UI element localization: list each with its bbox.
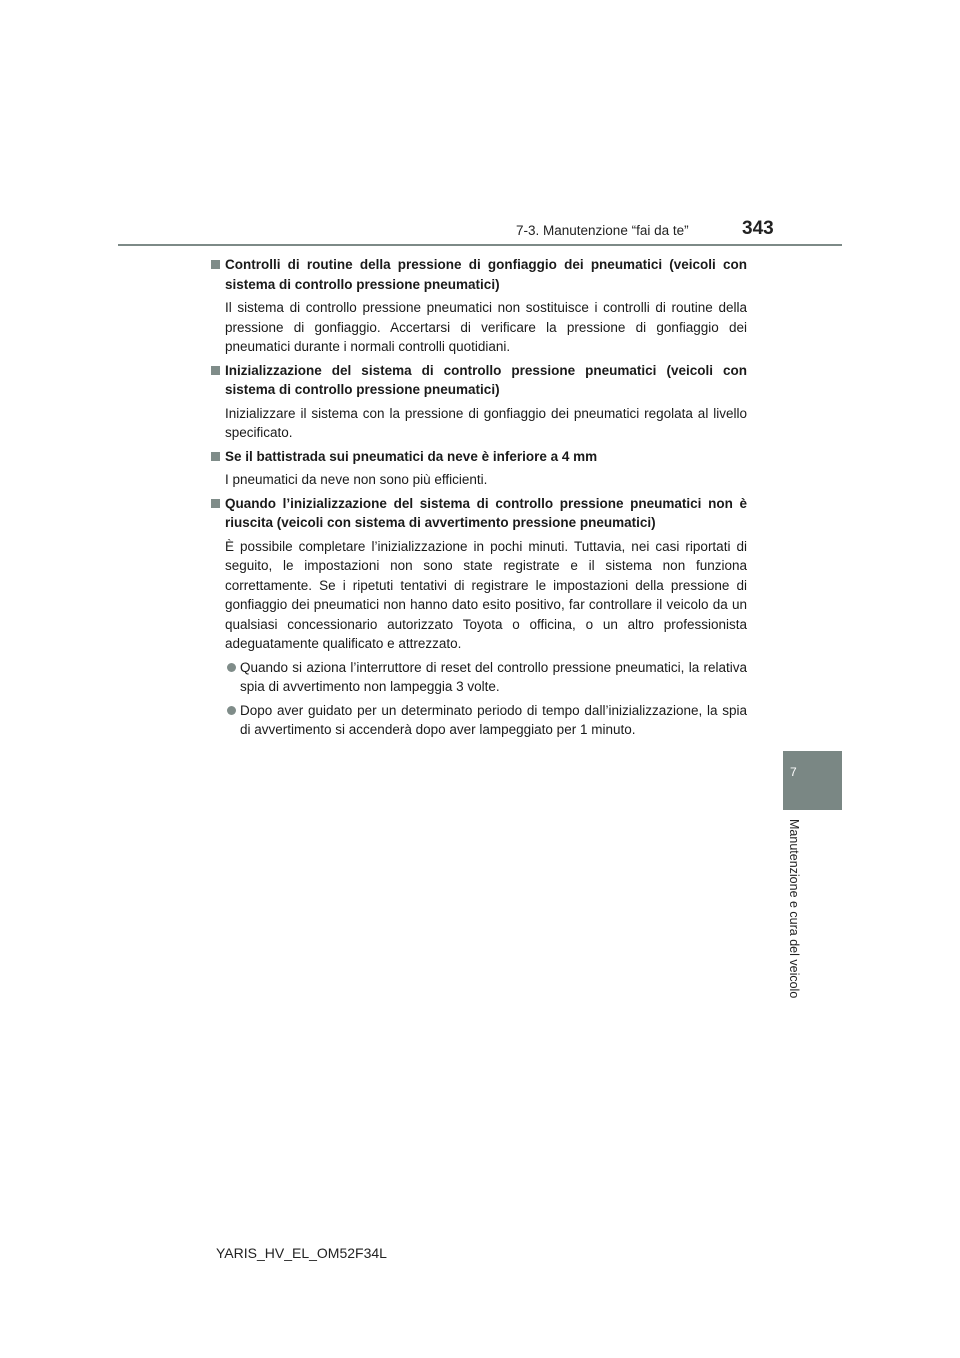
section-snow-tires: [210, 447, 747, 490]
square-bullet-icon: [211, 452, 220, 461]
section-body: I pneumatici da neve non sono più efficienti.: [225, 472, 488, 487]
list-item-text: Dopo aver guidato per un determinato periodo di tempo dall’inizializzazione, la spia di avvertimento si accenderà dopo aver lampeggiato per 1 minuto.: [240, 702, 747, 737]
section-body: Inizializzare il sistema con la pressione di gonfiaggio dei pneumatici regolata al livello specificato.: [225, 405, 747, 440]
section-heading: [210, 361, 747, 400]
section-title: Controlli di routine della pressione di gonfiaggio dei pneumatici (veicoli con sistema di controllo pressione pneumatici): [225, 257, 747, 292]
section-heading: [210, 255, 747, 294]
circle-bullet-icon: [227, 663, 236, 672]
page-content: [210, 255, 747, 744]
header-divider: [118, 244, 842, 246]
square-bullet-icon: [211, 366, 220, 375]
section-init-failed: [210, 494, 747, 740]
list-item: [210, 658, 747, 697]
chapter-tab: [783, 751, 842, 810]
section-body: È possibile completare l’inizializzazione in pochi minuti. Tuttavia, nei casi riportati di seguito, le impostazioni non sono state registrate e il sistema non funziona correttamente. Se i ripetuti tentativi di registrare le impostazioni della pressione di gonfiaggio dei pneumatici non hanno dato esito positivo, far controllare il veicolo da un qualsiasi concessionario autorizzato Toyota o officina, o un altro professionista adeguatamente qualificato e attrezzato.: [225, 538, 747, 651]
square-bullet-icon: [211, 499, 220, 508]
square-bullet-icon: [211, 260, 220, 269]
section-body: Il sistema di controllo pressione pneumatici non sostituisce i controlli di routine della pressione di gonfiaggio. Accertarsi di verificare la pressione di gonfiaggio dei pneumatici durante i normali controlli quotidiani.: [225, 300, 747, 354]
list-item-text: Quando si aziona l’interruttore di reset del controllo pressione pneumatici, la relativa spia di avvertimento non lampeggia 3 volte.: [240, 659, 747, 694]
section-routine-checks: [210, 255, 747, 357]
list-item: [210, 701, 747, 740]
circle-bullet-icon: [227, 706, 236, 715]
chapter-number: 7: [790, 765, 797, 779]
section-title: Inizializzazione del sistema di controllo pressione pneumatici (veicoli con sistema di controllo pressione pneumatici): [225, 362, 747, 397]
section-title: Quando l’inizializzazione del sistema di controllo pressione pneumatici non è riuscita (veicoli con sistema di avvertimento pressione pneumatici): [225, 495, 747, 530]
section-title: Se il battistrada sui pneumatici da neve è inferiore a 4 mm: [225, 448, 598, 464]
section-heading: [210, 447, 747, 467]
running-header-section: 7-3. Manutenzione “fai da te”: [516, 223, 689, 238]
document-code: YARIS_HV_EL_OM52F34L: [216, 1245, 387, 1261]
chapter-title-vertical: Manutenzione e cura del veicolo: [787, 819, 801, 999]
page-number: 343: [742, 218, 774, 239]
section-initialization: [210, 361, 747, 443]
section-heading: [210, 494, 747, 533]
